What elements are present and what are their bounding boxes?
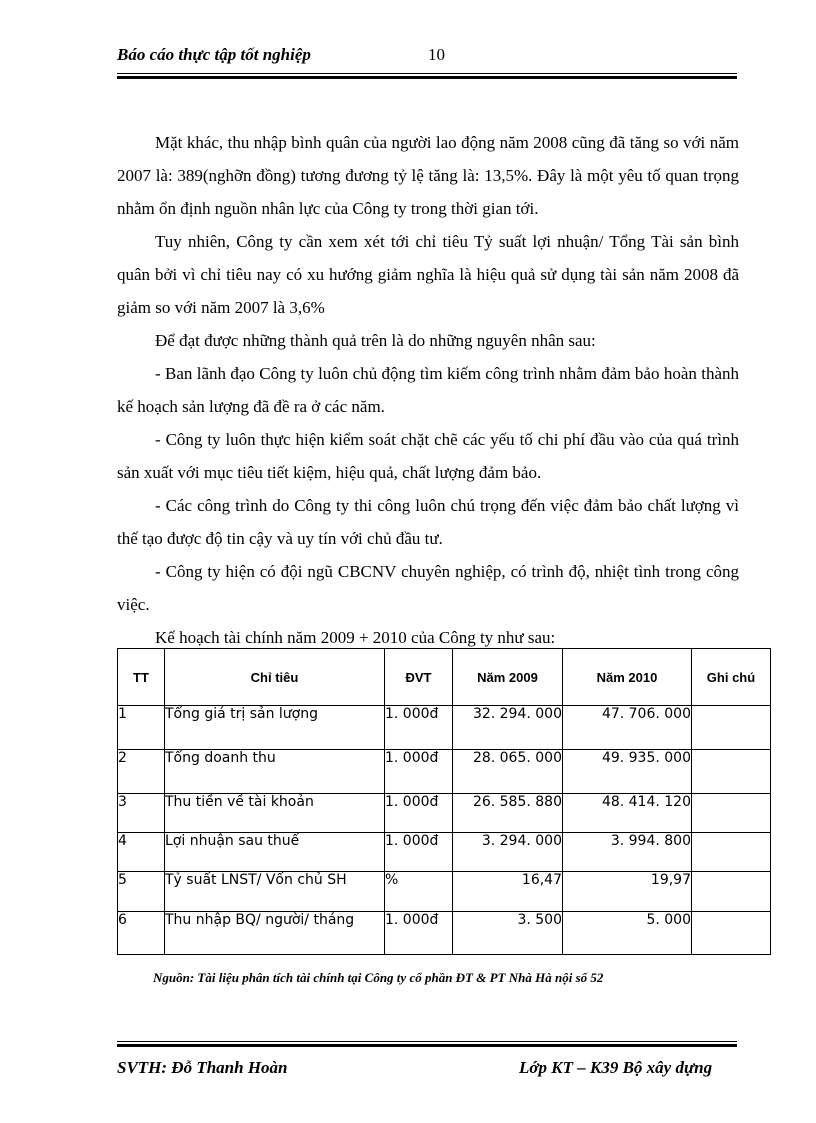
cell-note [692, 794, 771, 833]
header-indicator: Chỉ tiêu [165, 649, 385, 706]
cell-unit: 1. 000đ [385, 794, 453, 833]
header-year-2009: Năm 2009 [453, 649, 563, 706]
cell-year-2010: 49. 935. 000 [563, 750, 692, 794]
cell-indicator: Tổng giá trị sản lượng [165, 706, 385, 750]
cell-note [692, 750, 771, 794]
paragraph: Mặt khác, thu nhập bình quân của người lao động năm 2008 cũng đã tăng so với năm 2007 là: 389(nghỡn đồng) tương đương tỷ lệ tăng là: 13,5%. Đây là một yêu tố quan trọng nhằm ổn định nguồn nhân lực của Công ty trong thời gian tới. [117, 133, 739, 218]
cell-year-2009: 16,47 [453, 872, 563, 912]
cell-year-2010: 5. 000 [563, 912, 692, 955]
cell-indicator: Tổng doanh thu [165, 750, 385, 794]
cell-unit: 1. 000đ [385, 912, 453, 955]
cell-year-2009: 3. 294. 000 [453, 833, 563, 872]
cell-year-2009: 26. 585. 880 [453, 794, 563, 833]
financial-plan-table [117, 648, 771, 955]
cell-indicator: Lợi nhuận sau thuế [165, 833, 385, 872]
cell-unit: 1. 000đ [385, 750, 453, 794]
cell-year-2010: 47. 706. 000 [563, 706, 692, 750]
cell-tt: 1 [118, 706, 165, 750]
header-note: Ghi chú [692, 649, 771, 706]
body-text [117, 126, 739, 654]
table-intro: Kế hoạch tài chính năm 2009 + 2010 của Công ty như sau: [155, 628, 556, 647]
table-row [118, 706, 771, 750]
table-row [118, 750, 771, 794]
header-year-2010: Năm 2010 [563, 649, 692, 706]
table-row [118, 912, 771, 955]
footer-rule-thin [117, 1041, 737, 1042]
table-row [118, 794, 771, 833]
cell-tt: 5 [118, 872, 165, 912]
bullet-paragraph: - Công ty luôn thực hiện kiểm soát chặt chẽ các yếu tố chi phí đầu vào của quá trình sản xuất với mục tiêu tiết kiệm, hiệu quả, chất lượng đảm bảo. [117, 430, 739, 482]
table-row [118, 872, 771, 912]
cell-year-2009: 3. 500 [453, 912, 563, 955]
source-note: Nguồn: Tài liệu phân tích tài chính tại Công ty cổ phần ĐT & PT Nhà Hà nội số 52 [153, 970, 604, 985]
bullet-paragraph: - Ban lãnh đạo Công ty luôn chủ động tìm kiếm công trình nhằm đảm bảo hoàn thành kế hoạch sản lượng đã đề ra ở các năm. [117, 364, 739, 416]
cell-indicator: Thu nhập BQ/ người/ tháng [165, 912, 385, 955]
table-row [118, 833, 771, 872]
cell-indicator: Thu tiền về tài khoản [165, 794, 385, 833]
cell-year-2010: 48. 414. 120 [563, 794, 692, 833]
footer-student: SVTH: Đỗ Thanh Hoàn [117, 1058, 288, 1077]
cell-year-2010: 19,97 [563, 872, 692, 912]
financial-plan-table-wrap [117, 648, 771, 955]
page-header [117, 45, 737, 69]
footer-class: Lớp KT – K39 Bộ xây dựng [519, 1058, 713, 1077]
paragraph: Để đạt được những thành quả trên là do những nguyên nhân sau: [155, 331, 596, 350]
cell-note [692, 912, 771, 955]
bullet-paragraph: - Công ty hiện có đội ngũ CBCNV chuyên nghiệp, có trình độ, nhiệt tình trong công việc. [117, 562, 739, 614]
cell-note [692, 833, 771, 872]
page-number: 10 [428, 45, 445, 64]
cell-year-2009: 28. 065. 000 [453, 750, 563, 794]
cell-year-2010: 3. 994. 800 [563, 833, 692, 872]
cell-unit: 1. 000đ [385, 706, 453, 750]
cell-unit: 1. 000đ [385, 833, 453, 872]
paragraph: Tuy nhiên, Công ty cần xem xét tới chỉ tiêu Tỷ suất lợi nhuận/ Tổng Tài sản bình quân bởi vì chỉ tiêu nay có xu hướng giảm nghĩa là hiệu quả sử dụng tài sản năm 2008 đã giảm so với năm 2007 là 3,6% [117, 232, 739, 317]
cell-tt: 6 [118, 912, 165, 955]
cell-unit: % [385, 872, 453, 912]
cell-tt: 3 [118, 794, 165, 833]
cell-tt: 4 [118, 833, 165, 872]
header-unit: ĐVT [385, 649, 453, 706]
cell-note [692, 706, 771, 750]
header-rule-thin [117, 73, 737, 74]
cell-indicator: Tỷ suất LNST/ Vốn chủ SH [165, 872, 385, 912]
cell-tt: 2 [118, 750, 165, 794]
cell-year-2009: 32. 294. 000 [453, 706, 563, 750]
header-rule-thick [117, 76, 737, 79]
header-tt: TT [118, 649, 165, 706]
footer-rule-thick [117, 1044, 737, 1047]
table-header-row [118, 649, 771, 706]
report-title: Báo cáo thực tập tốt nghiệp [117, 45, 311, 64]
bullet-paragraph: - Các công trình do Công ty thi công luôn chú trọng đến việc đảm bảo chất lượng vì thế tạo được độ tin cậy và uy tín với chủ đầu tư. [117, 496, 739, 548]
cell-note [692, 872, 771, 912]
